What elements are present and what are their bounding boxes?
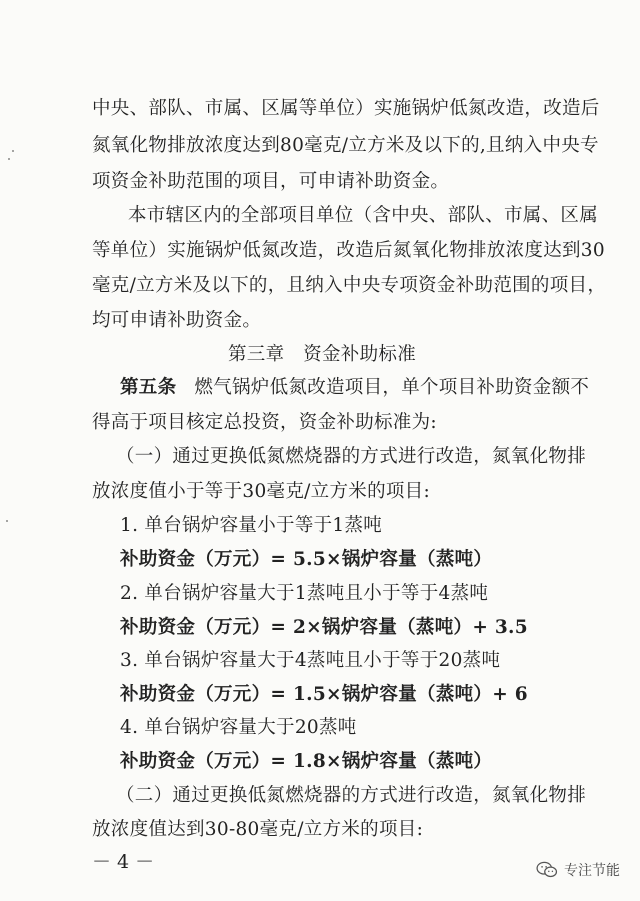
scan-speck (12, 150, 14, 152)
condition-1: 1. 单台锅炉容量小于等于1蒸吨 (120, 515, 383, 536)
chapter-heading: 第三章 资金补助标准 (228, 344, 417, 365)
watermark (536, 860, 620, 880)
body-line-1: 中央、部队、市属、区属等单位）实施锅炉低氮改造，改造后 (92, 98, 600, 119)
formula-3: 补助资金（万元）= 1.5×锅炉容量（蒸吨）+ 6 (120, 684, 528, 705)
formula-2: 补助资金（万元）= 2×锅炉容量（蒸吨）+ 3.5 (120, 617, 528, 638)
body-line-3: 项资金补助范围的项目，可申请补助资金。 (92, 171, 450, 192)
article-label: 第五条 (120, 377, 177, 398)
body-line-5: 等单位）实施锅炉低氮改造，改造后氮氧化物排放浓度达到30 (92, 240, 605, 261)
body-line-2: 氮氧化物排放浓度达到80毫克/立方米及以下的,且纳入中央专 (92, 135, 599, 156)
clause-two-line-1: （二）通过更换低氮燃烧器的方式进行改造，氮氧化物排 (116, 785, 587, 806)
scan-speck (8, 158, 10, 160)
formula-4: 补助资金（万元）= 1.8×锅炉容量（蒸吨） (120, 751, 493, 772)
clause-one-line-1: （一）通过更换低氮燃烧器的方式进行改造，氮氧化物排 (116, 446, 587, 467)
watermark-text: 专注节能 (564, 863, 620, 879)
formula-1: 补助资金（万元）= 5.5×锅炉容量（蒸吨） (120, 549, 493, 570)
article-line (120, 376, 589, 400)
body-line-6: 毫克/立方米及以下的，且纳入中央专项资金补助范围的项目， (92, 275, 607, 296)
body-line-7: 均可申请补助资金。 (92, 310, 262, 331)
clause-two-line-2: 放浓度值达到30-80毫克/立方米的项目: (92, 819, 424, 840)
body-line-4: 本市辖区内的全部项目单位（含中央、部队、市属、区属 (128, 205, 599, 226)
condition-3: 3. 单台锅炉容量大于4蒸吨且小于等于20蒸吨 (120, 650, 501, 671)
body-line-9: 得高于项目核定总投资，资金补助标准为: (92, 412, 437, 433)
article-text: 燃气锅炉低氮改造项目，单个项目补助资金额不 (194, 377, 590, 398)
condition-2: 2. 单台锅炉容量大于1蒸吨且小于等于4蒸吨 (120, 583, 489, 604)
wechat-icon (536, 861, 558, 879)
page-number: － 4 － (92, 851, 155, 873)
condition-4: 4. 单台锅炉容量大于20蒸吨 (120, 717, 357, 738)
clause-one-line-2: 放浓度值小于等于30毫克/立方米的项目: (92, 481, 431, 502)
scan-speck (6, 520, 8, 522)
